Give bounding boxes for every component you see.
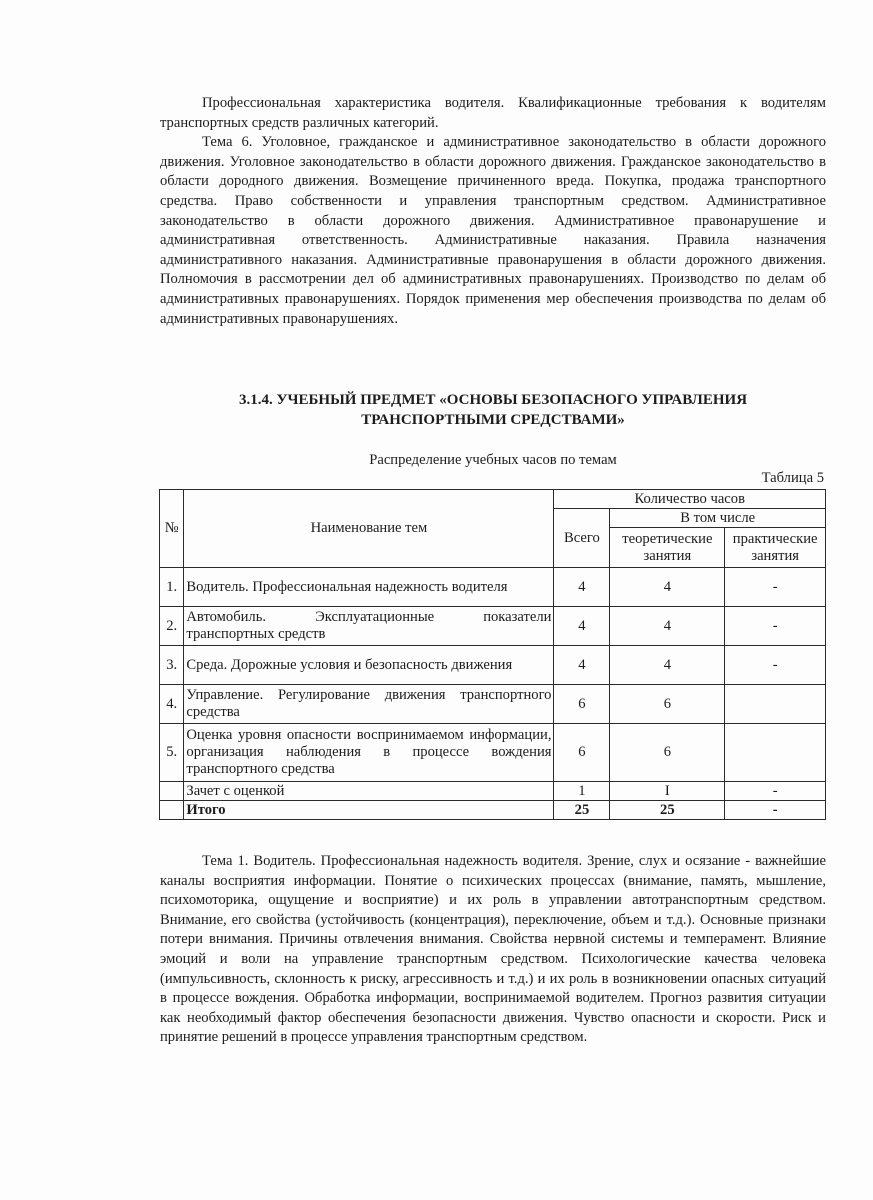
row-total-hours: 4 xyxy=(554,607,610,646)
row-practice-hours: - xyxy=(725,607,826,646)
intro-text xyxy=(160,94,826,329)
row-practice-hours: - xyxy=(725,782,826,801)
row-theory-hours: 6 xyxy=(610,724,725,782)
table-header-row xyxy=(160,490,826,509)
header-topic-name: Наименование тем xyxy=(184,490,554,568)
row-number: 5. xyxy=(160,724,184,782)
section-heading-line-1: 3.1.4. УЧЕБНЫЙ ПРЕДМЕТ «ОСНОВЫ БЕЗОПАСНОГО УПРАВЛЕНИЯ xyxy=(238,392,748,408)
section-heading xyxy=(160,390,826,430)
total-row-number xyxy=(160,801,184,820)
total-row-practice-hours: - xyxy=(725,801,826,820)
row-number: 1. xyxy=(160,568,184,607)
table-caption: Распределение учебных часов по темам xyxy=(369,452,617,468)
header-theory: теоретические занятия xyxy=(610,528,725,568)
total-row-total-hours: 25 xyxy=(554,801,610,820)
paragraph-driver-characteristics: Профессиональная характеристика водителя. Квалификационные требования к водителям транспортных средств различных категорий. xyxy=(160,95,826,131)
hours-distribution-table xyxy=(159,489,826,820)
row-theory-hours: I xyxy=(610,782,725,801)
header-total: Всего xyxy=(554,509,610,568)
row-total-hours: 6 xyxy=(554,724,610,782)
total-row-theory-hours: 25 xyxy=(610,801,725,820)
row-theory-hours: 4 xyxy=(610,568,725,607)
row-practice-hours: - xyxy=(725,568,826,607)
section-heading-line-2: ТРАНСПОРТНЫМИ СРЕДСТВАМИ» xyxy=(361,412,625,428)
table-total-row xyxy=(160,801,826,820)
row-total-hours: 6 xyxy=(554,685,610,724)
table-row xyxy=(160,724,826,782)
table-row xyxy=(160,685,826,724)
row-number: 4. xyxy=(160,685,184,724)
row-theory-hours: 6 xyxy=(610,685,725,724)
total-row-label: Итого xyxy=(184,801,554,820)
table-number: Таблица 5 xyxy=(761,470,824,486)
row-topic-name: Водитель. Профессиональная надежность водителя xyxy=(184,568,554,607)
row-topic-name: Автомобиль. Эксплуатационные показатели транспортных средств xyxy=(184,607,554,646)
row-total-hours: 1 xyxy=(554,782,610,801)
header-practice: практические занятия xyxy=(725,528,826,568)
row-practice-hours xyxy=(725,685,826,724)
table-row xyxy=(160,607,826,646)
header-number: № xyxy=(160,490,184,568)
theme-1-text xyxy=(160,852,826,1048)
header-including: В том числе xyxy=(610,509,826,528)
row-total-hours: 4 xyxy=(554,568,610,607)
row-topic-name: Управление. Регулирование движения транспортного средства xyxy=(184,685,554,724)
row-number xyxy=(160,782,184,801)
row-number: 2. xyxy=(160,607,184,646)
row-number: 3. xyxy=(160,646,184,685)
table-row xyxy=(160,646,826,685)
row-theory-hours: 4 xyxy=(610,607,725,646)
row-practice-hours xyxy=(725,724,826,782)
row-topic-name: Оценка уровня опасности воспринимаемом информации, организация наблюдения в процессе вождения транспортного средства xyxy=(184,724,554,782)
table-row xyxy=(160,568,826,607)
table-row xyxy=(160,782,826,801)
header-hours-count: Количество часов xyxy=(554,490,826,509)
row-theory-hours: 4 xyxy=(610,646,725,685)
row-total-hours: 4 xyxy=(554,646,610,685)
paragraph-theme-1: Тема 1. Водитель. Профессиональная надежность водителя. Зрение, слух и осязание - важнейшие каналы восприятия информации. Понятие о психических процессах (внимание, память, мышление, психомоторика, ощущение и восприятие) и их роль в управлении автотранспортным средством. Внимание, его свойства (устойчивость (концентрация), переключение, объем и т.д.). Основные признаки потери внимания. Причины отвлечения внимания. Свойства нервной системы и темперамент. Влияние эмоций и воли на управление транспортным средством. Психологические качества человека (импульсивность, склонность к риску, агрессивность и т.д.) и их роль в возникновении опасных ситуаций в процессе вождения. Обработка информации, воспринимаемой водителем. Прогноз развития ситуации как необходимый фактор обеспечения безопасности движения. Чувство опасности и скорости. Риск и принятие решений в процессе управления транспортным средством. xyxy=(160,853,826,1046)
row-topic-name: Среда. Дорожные условия и безопасность движения xyxy=(184,646,554,685)
paragraph-theme-6: Тема 6. Уголовное, гражданское и административное законодательство в области дорожного движения. Уголовное законодательство в области дорожного движения. Гражданское законодательство в области дородного движения. Возмещение причиненного вреда. Покупка, продажа транспортного средства. Право собственности и управления транспортным средством. Административное законодательство в области дорожного движения. Административное правонарушение и административная ответственность. Административные наказания. Правила назначения административного наказания. Административные правонарушения в области дорожного движения. Полномочия в рассмотрении дел об административных правонарушениях. Производство по делам об административных правонарушениях. Порядок применения мер обеспечения производства по делам об административных правонарушениях. xyxy=(160,134,826,327)
row-practice-hours: - xyxy=(725,646,826,685)
row-topic-name: Зачет с оценкой xyxy=(184,782,554,801)
